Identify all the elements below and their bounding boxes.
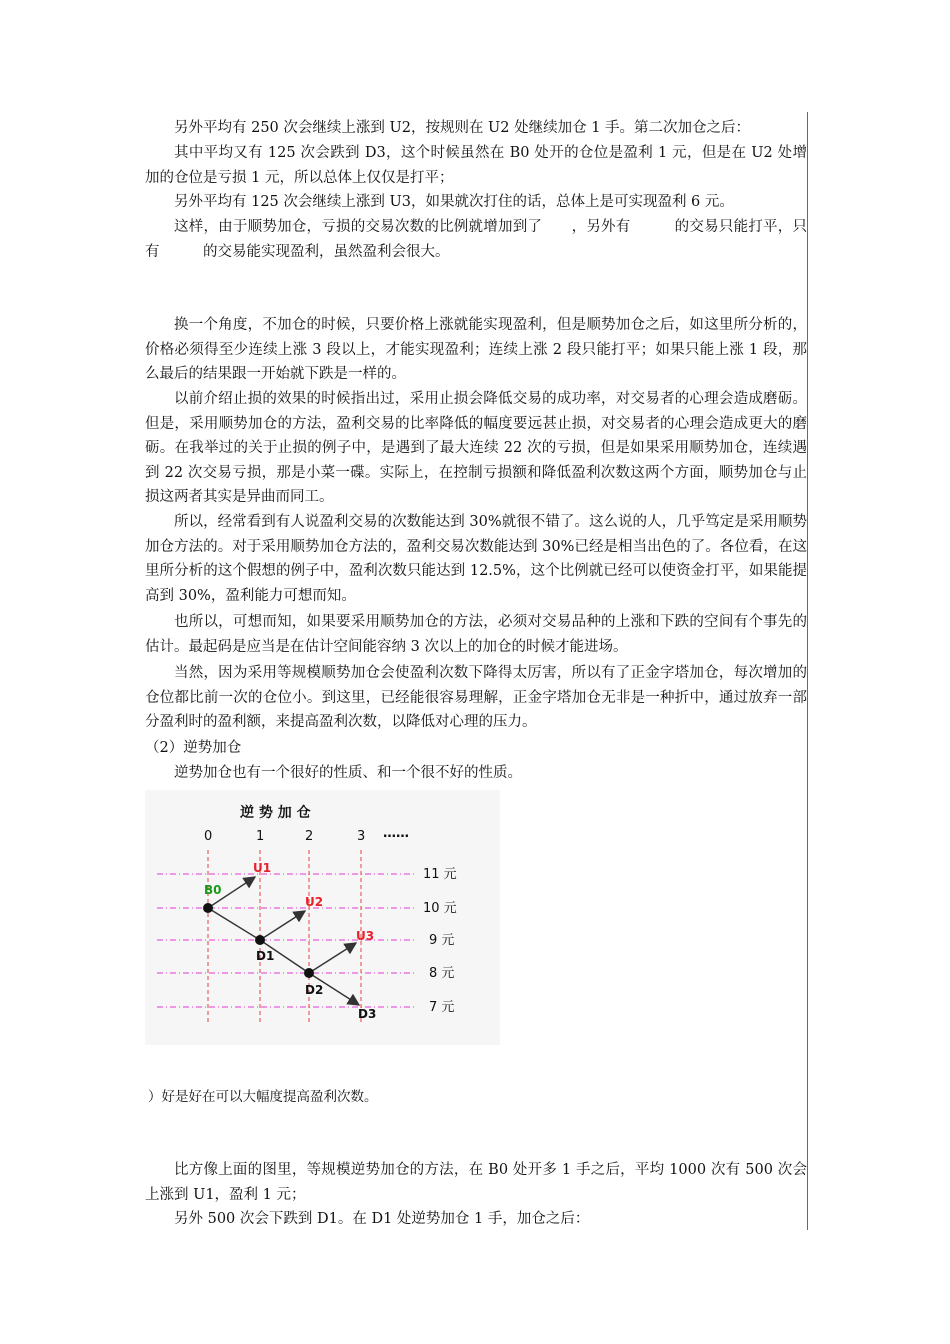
paragraph-4: 这样，由于顺势加仓，亏损的交易次数的比例就增加到了 ，另外有 的交易只能打平，只有 的交易能实现盈利，虽然盈利会很大。 [145,219,807,260]
step-label-0: 0 [204,829,213,844]
section-heading: （2）逆势加仓 [145,740,242,756]
arrow-d2-u3 [309,943,356,973]
step-label-more: …… [383,826,409,841]
paragraph-9: 当然，因为采用等规模顺势加仓会使盈利次数下降得太厉害，所以有了正金字塔加仓，每次增加的仓位都比前一次的仓位小。到这里，已经能很容易理解，正金字塔加仓无非是一种折中，通过放弃一部分盈利时的盈利额，来提高盈利次数，以降低对心理的压力。 [145,665,807,730]
paragraph-1: 另外平均有 250 次会继续上涨到 U2，按规则在 U2 处继续加仓 1 手。第二次加仓之后： [174,120,751,136]
counter-trend-adding-diagram [145,790,500,1045]
price-label-11: 11 元 [423,867,457,882]
paragraph-3: 另外平均有 125 次会继续上涨到 U3，如果就次打住的话，总体上是可实现盈利 6 元。 [174,194,734,210]
step-label-2: 2 [305,829,314,844]
paragraph-12: 比方像上面的图里，等规模逆势加仓的方法，在 B0 处开多 1 手之后，平均 1000 次有 500 次会上涨到 U1，盈利 1 元； [145,1162,807,1203]
label-b0: B0 [204,883,222,897]
price-label-10: 10 元 [423,901,457,916]
paragraph-8: 也所以，可想而知，如果要采用顺势加仓的方法，必须对交易品种的上涨和下跌的空间有个事先的估计。最起码是应当是在估计空间能容纳 3 次以上的加仓的时候才能进场。 [145,614,807,655]
label-u1: U1 [253,861,272,875]
node-b0 [203,903,213,913]
paragraph-6: 以前介绍止损的效果的时候指出过，采用止损会降低交易的成功率，对交易者的心理会造成磨砺。但是，采用顺势加仓的方法，盈利交易的比率降低的幅度要远甚止损，对交易者的心理会造成更大的磨砺。在我举过的关于止损的例子中，是遇到了最大连续 22 次的亏损，但是如果采用顺势加仓，连续遇到 22 次交易亏损，那是小菜一碟。实际上，在控制亏损额和降低盈利次数这两个方面，顺势加仓与止损这两者其实是异曲而同工。 [145,391,807,505]
price-label-7: 7 元 [429,1000,455,1015]
label-u2: U2 [305,895,324,909]
margin-rule [807,112,808,1230]
step-label-1: 1 [256,829,265,844]
arrow-d1-u2 [260,911,305,940]
paragraph-2: 其中平均又有 125 次会跌到 D3，这个时候虽然在 B0 处开的仓位是盈利 1 元，但是在 U2 处增加的仓位是亏损 1 元，所以总体上仅仅是打平； [145,145,807,186]
label-d2: D2 [305,983,324,997]
node-d1 [255,935,265,945]
label-d3: D3 [358,1007,377,1021]
step-lines [208,850,361,1022]
diagram-title: 逆 势 加 仓 [240,805,311,821]
label-u3: U3 [356,929,375,943]
paragraph-13: 另外 500 次会下跌到 D1。在 D1 处逆势加仓 1 手，加仓之后： [174,1211,590,1227]
node-d2 [304,968,314,978]
paragraph-5: 换一个角度，不加仓的时候，只要价格上涨就能实现盈利，但是顺势加仓之后，如这里所分析的，价格必须得至少连续上涨 3 段以上，才能实现盈利；连续上涨 2 段只能打平；如果只能上涨 1 段，那么最后的结果跟一开始就下跌是一样的。 [145,317,807,382]
price-grid [157,874,415,1007]
paragraph-7: 所以，经常看到有人说盈利交易的次数能达到 30%就很不错了。这么说的人，几乎笃定是采用顺势加仓方法的。对于采用顺势加仓方法的，盈利交易次数能达到 30%已经是相当出色的了。各位看，在这里所分析的这个假想的例子中，盈利次数只能达到 12.5%，这个比例就已经可以使资金打平，如果能提高到 30%，盈利能力可想而知。 [145,514,807,604]
paragraph-10: 逆势加仓也有一个很好的性质、和一个很不好的性质。 [174,765,522,781]
diagram-svg [145,790,500,1045]
line-b0-d1 [208,908,260,940]
step-label-3: 3 [357,829,366,844]
price-label-8: 8 元 [429,966,455,981]
price-label-9: 9 元 [429,933,455,948]
label-d1: D1 [256,949,275,963]
paragraph-11: ）好是好在可以大幅度提高盈利次数。 [148,1089,378,1105]
path-arrows [208,877,359,1005]
